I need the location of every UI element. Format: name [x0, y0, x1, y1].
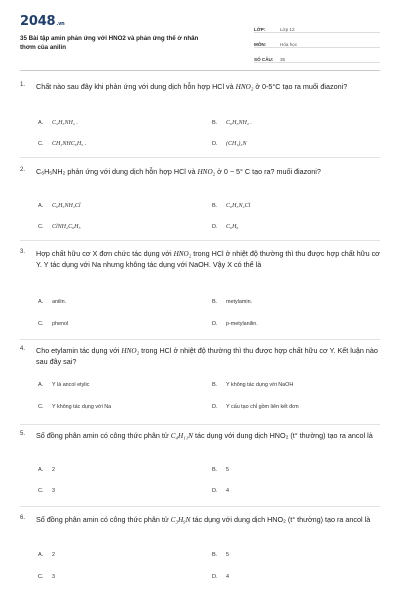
- option-label: B.: [212, 467, 218, 473]
- option-text: ClNH₂C₆H₅: [52, 224, 81, 230]
- question-text-part: Số đồng phân amin có công thức phân tử: [36, 515, 171, 524]
- question-4: [20, 346, 380, 426]
- question-text: [36, 346, 380, 367]
- question-separator: [20, 157, 380, 158]
- question-3: [20, 249, 380, 341]
- option-d[interactable]: [212, 488, 229, 494]
- document-title: 35 Bài tập amin phản ứng với HNO2 và phản ứng thế ở nhân thơm của anilin: [20, 35, 199, 51]
- question-separator: [20, 339, 380, 340]
- question-text-part: C₆H₅NH₂ phản ứng với dung dịch hỗn hợp HCl và: [36, 167, 198, 176]
- option-text: anilin.: [52, 299, 67, 305]
- meta-key: LỚP:: [254, 27, 266, 32]
- question-formula: C₃H₉N: [170, 516, 191, 524]
- option-text: p-metylanilin.: [226, 321, 258, 327]
- option-a[interactable]: [38, 467, 55, 473]
- option-label: C.: [38, 321, 44, 327]
- option-c[interactable]: [38, 488, 55, 494]
- option-c[interactable]: [38, 141, 86, 147]
- option-text: 2: [52, 467, 55, 473]
- option-c[interactable]: [38, 224, 81, 230]
- option-d[interactable]: [212, 404, 299, 410]
- option-label: A.: [38, 299, 44, 305]
- question-1: [20, 82, 380, 160]
- meta-row-class: [254, 20, 380, 33]
- question-number: 6.: [20, 515, 26, 521]
- question-text: [36, 431, 380, 442]
- option-text: Y không tác dụng với Na: [52, 404, 112, 410]
- option-label: A.: [38, 120, 44, 126]
- option-text: C₆H₅NH₃Cl: [52, 203, 81, 209]
- option-label: D.: [212, 404, 218, 410]
- question-text: [36, 249, 380, 270]
- option-b[interactable]: [212, 467, 229, 473]
- option-b[interactable]: [212, 120, 252, 126]
- option-a[interactable]: [38, 552, 55, 558]
- question-text: [36, 167, 380, 178]
- question-text-part: trong HCl ở nhiệt độ thường thì thu được hợp chất hữu cơ Y. Kết luận nào sau đây sai?: [36, 346, 378, 366]
- question-text-part: ở 0-5°C tạo ra muối điazoni?: [253, 82, 348, 91]
- option-label: D.: [212, 321, 218, 327]
- option-label: A.: [38, 203, 44, 209]
- question-5: [20, 431, 380, 507]
- option-label: C.: [38, 404, 44, 410]
- question-number: 3.: [20, 249, 26, 255]
- option-text: Y không tác dụng với NaOH: [226, 382, 294, 388]
- option-text: 4: [226, 574, 229, 580]
- question-separator: [20, 240, 380, 241]
- option-d[interactable]: [212, 321, 258, 327]
- option-label: A.: [38, 467, 44, 473]
- question-number: 2.: [20, 167, 26, 173]
- option-text: C₂H₅NH₂ .: [52, 120, 78, 126]
- option-text: (CH₃)₃N: [226, 141, 247, 147]
- option-label: D.: [212, 141, 218, 147]
- option-label: C.: [38, 141, 44, 147]
- option-label: D.: [212, 488, 218, 494]
- option-d[interactable]: [212, 224, 239, 230]
- option-label: B.: [212, 382, 218, 388]
- option-text: 3: [52, 574, 55, 580]
- option-text: 3: [52, 488, 55, 494]
- question-text-part: Chất nào sau đây khi phản ứng với dung dịch hỗn hợp HCl và: [36, 82, 236, 91]
- option-text: 5: [226, 467, 229, 473]
- question-formula: HNO₂: [121, 347, 140, 355]
- option-a[interactable]: [38, 203, 81, 209]
- question-text: [36, 82, 380, 93]
- option-a[interactable]: [38, 299, 66, 305]
- option-text: phenol: [52, 321, 69, 327]
- option-text: Y cấu tạo chỉ gồm liên kết đơn: [226, 404, 299, 410]
- option-b[interactable]: [212, 552, 229, 558]
- option-c[interactable]: [38, 321, 68, 327]
- question-text-part: Hợp chất hữu cơ X đơn chức tác dụng với: [36, 249, 174, 258]
- option-b[interactable]: [212, 382, 293, 388]
- option-text: Y là ancol etylic: [52, 382, 90, 388]
- option-label: C.: [38, 488, 44, 494]
- document-header: [20, 10, 380, 60]
- option-text: 2: [52, 552, 55, 558]
- meta-key: SỐ CÂU:: [254, 57, 274, 62]
- question-number: 1.: [20, 82, 26, 88]
- question-separator: [20, 424, 380, 425]
- option-label: A.: [38, 552, 44, 558]
- option-label: B.: [212, 299, 218, 305]
- option-label: D.: [212, 224, 218, 230]
- option-c[interactable]: [38, 404, 111, 410]
- meta-value: Hóa học: [280, 42, 298, 47]
- question-separator: [20, 506, 380, 507]
- meta-key: MÔN:: [254, 42, 267, 47]
- question-formula: HNO₂: [173, 250, 192, 258]
- option-text: metylamin.: [226, 299, 253, 305]
- document-meta: [254, 20, 380, 65]
- site-logo[interactable]: [20, 14, 65, 29]
- logo-main-text: 2048: [20, 14, 56, 29]
- option-label: A.: [38, 382, 44, 388]
- option-a[interactable]: [38, 120, 78, 126]
- meta-row-subject: [254, 35, 380, 48]
- logo-domain-text: .vn: [56, 21, 65, 27]
- question-number: 4.: [20, 346, 26, 352]
- option-text: C₆H₅N₂Cl: [226, 203, 251, 209]
- meta-value: 35: [280, 57, 286, 62]
- option-label: C.: [38, 224, 44, 230]
- question-formula: HNO₂: [235, 83, 254, 91]
- question-text: [36, 515, 380, 526]
- option-d[interactable]: [212, 574, 229, 580]
- option-label: B.: [212, 120, 218, 126]
- question-text-part: tác dụng với dung dịch HNO₂ (t° thường) tạo ra ancol là: [190, 515, 371, 524]
- question-2: [20, 167, 380, 241]
- option-b[interactable]: [212, 203, 250, 209]
- question-text-part: trong HCl ở nhiệt độ thường thì thu được hợp chất hữu cơ Y. Y tác dụng với Na nhưng không tác dụng với NaOH. Vậy X có thể là: [36, 249, 380, 269]
- question-text-part: Số đồng phân amin có công thức phân tử: [36, 431, 171, 440]
- option-d[interactable]: [212, 141, 247, 147]
- meta-row-count: [254, 50, 380, 63]
- option-text: 5: [226, 552, 229, 558]
- option-label: D.: [212, 574, 218, 580]
- question-text-part: ở 0 − 5° C tạo ra? muối điazoni?: [215, 167, 321, 176]
- option-label: B.: [212, 203, 218, 209]
- option-a[interactable]: [38, 382, 89, 388]
- question-text-part: tác dụng với dung dịch HNO₂ (t° thường) tạo ra ancol là: [192, 431, 373, 440]
- question-text-part: Cho etylamin tác dụng với: [36, 346, 122, 355]
- question-number: 5.: [20, 431, 26, 437]
- option-b[interactable]: [212, 299, 252, 305]
- question-formula: HNO₂: [197, 168, 216, 176]
- option-text: 4: [226, 488, 229, 494]
- option-text: C₆H₆: [226, 224, 239, 230]
- option-label: C.: [38, 574, 44, 580]
- meta-value: Lớp 12: [280, 27, 295, 32]
- option-text: CH₃NHC₆H₅ .: [52, 141, 87, 147]
- header-divider: [20, 70, 380, 71]
- question-6: [20, 515, 380, 591]
- option-label: B.: [212, 552, 218, 558]
- question-formula: C₄H₁₁N: [170, 432, 193, 440]
- option-c[interactable]: [38, 574, 55, 580]
- option-text: C₆H₅NH₂ .: [226, 120, 252, 126]
